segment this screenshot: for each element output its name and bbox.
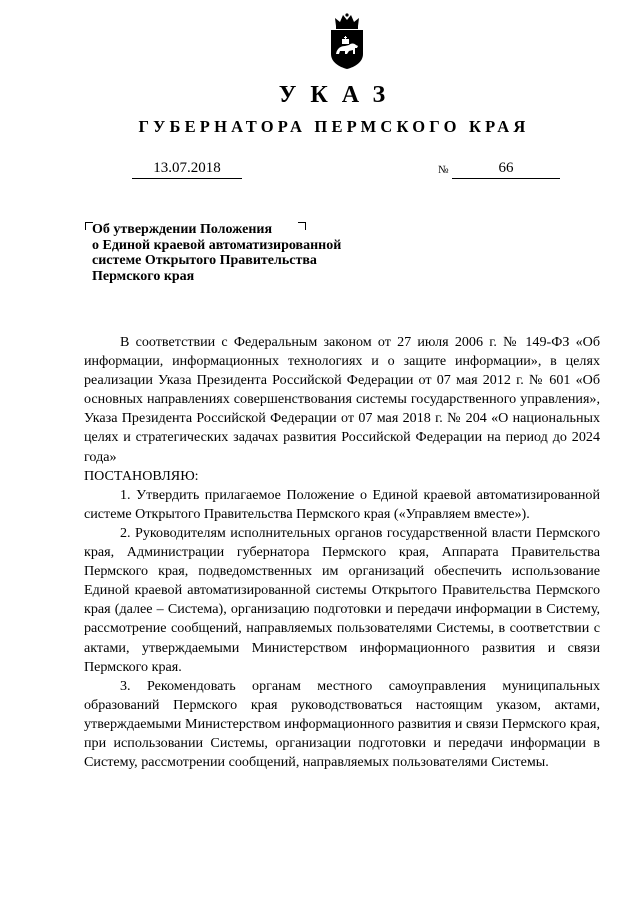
- decree-item-1: 1. Утвердить прилагаемое Положение о Единой краевой автоматизированной системе Открытого Правительства Пермского края («Управляем вместе»).: [84, 486, 600, 522]
- decree-subtitle: ГУБЕРНАТОРА ПЕРМСКОГО КРАЯ: [138, 117, 530, 136]
- number-prefix: №: [438, 164, 449, 176]
- heading-line: системе Открытого Правительства: [92, 253, 317, 268]
- decree-item-2: 2. Руководителям исполнительных органов государственной власти Пермского края, Администрации губернатора Пермского края, Аппарата Правительства Пермского края, подведомственных им организаций обеспечить использование Единой краевой автоматизированной системы Открытого Правительства Пермского края (далее – Система), организацию подготовки и передачи информации в Систему, рассмотрение сообщений, направляемых пользователями Системы, в соответствии с актами, утверждаемыми Министерством информационного развития и связи Пермского края.: [84, 524, 600, 675]
- decree-date: 13.07.2018: [153, 160, 221, 176]
- document-heading: [92, 222, 341, 284]
- decree-item-3: 3. Рекомендовать органам местного самоуправления муниципальных образований Пермского края руководствоваться настоящим указом, актами, утверждаемыми Министерством информационного развития и связи Пермского края, при использовании Системы, организации подготовки и передачи информации в Систему, рассмотрении сообщений, направляемых пользователями Системы.: [84, 677, 600, 771]
- heading-line: Пермского края: [92, 268, 195, 284]
- preamble-paragraph: В соответствии с Федеральным законом от 27 июля 2006 г. № 149-ФЗ «Об информации, информационных технологиях и о защите информации», в целях реализации Указа Президента Российской Федерации от 07 мая 2012 г. № 601 «Об основных направлениях совершенствования системы государственного управления», Указа Президента Российской Федерации от 07 мая 2018 г. № 204 «О национальных целях и стратегических задачах развития Российской Федерации на период до 2024 года»: [84, 334, 600, 465]
- heading-line: о Единой краевой автоматизированной: [92, 237, 342, 253]
- decree-number: 66: [498, 160, 514, 176]
- decree-title: УКАЗ: [278, 82, 400, 108]
- number-underline: [452, 178, 560, 179]
- date-underline: [132, 178, 242, 179]
- heading-line: Об утверждении Положения: [92, 222, 273, 237]
- decree-word: ПОСТАНОВЛЯЮ:: [84, 467, 199, 484]
- document-body: [84, 333, 600, 772]
- perm-krai-coat-of-arms-icon: [327, 12, 367, 70]
